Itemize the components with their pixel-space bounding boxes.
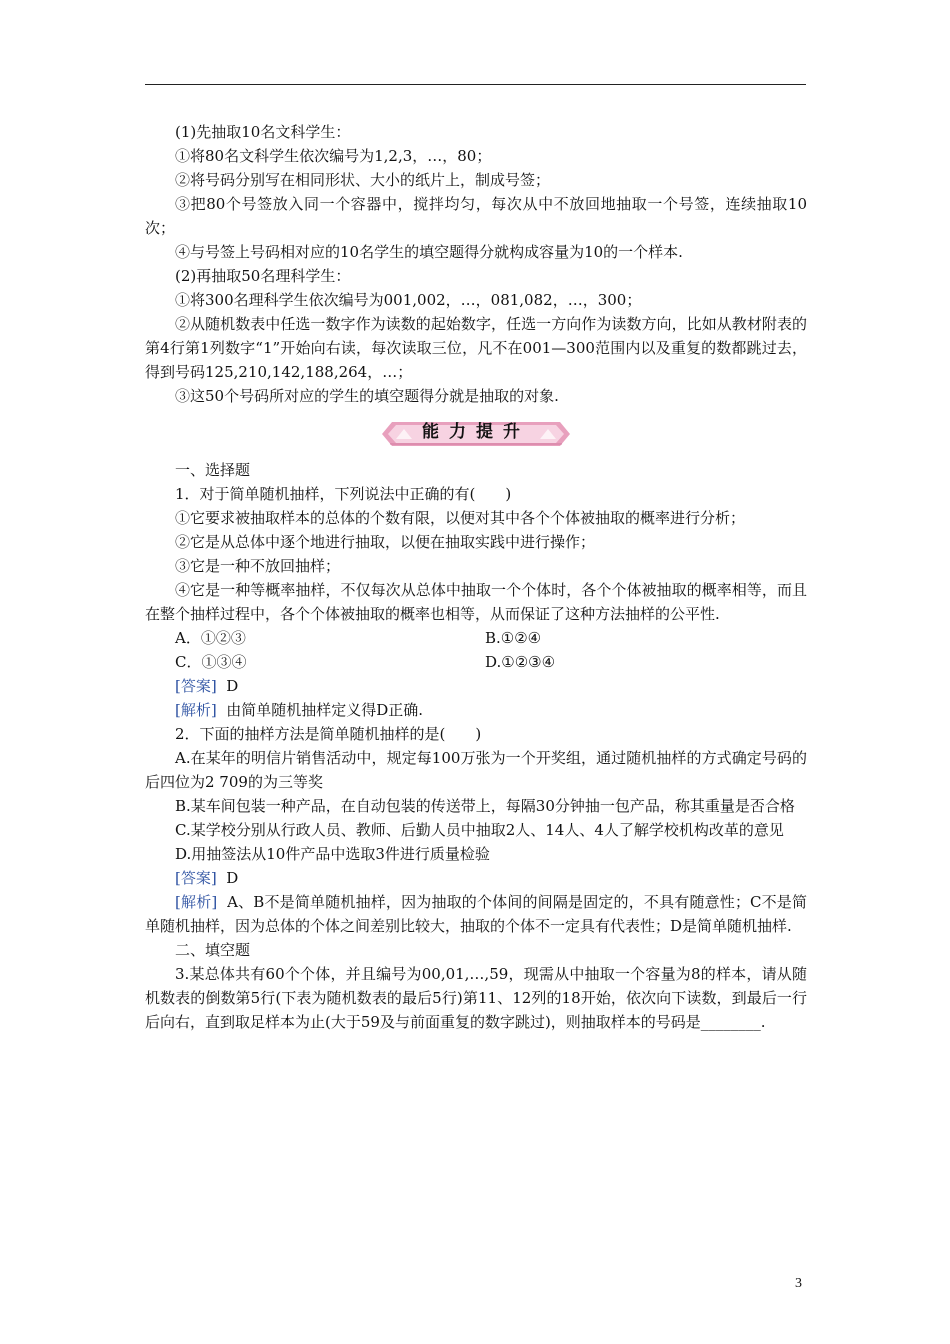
analysis-tag: [解析] <box>175 893 218 911</box>
option-b: B.①②④ <box>485 629 542 647</box>
paragraph: (1)先抽取10名文科学生： <box>175 123 351 141</box>
section-heading: 二、填空题 <box>175 941 251 959</box>
question-option: D.用抽签法从10件产品中选取3件进行质量检验 <box>175 845 490 863</box>
analysis-line <box>145 698 807 722</box>
paragraph: (2)再抽取50名理科学生： <box>175 267 351 285</box>
document-body <box>145 120 807 1034</box>
analysis-tag: [解析] <box>175 701 217 719</box>
answer-line <box>145 866 807 890</box>
question-option: A.在某年的明信片销售活动中，规定每100万张为一个开奖组，通过随机抽样的方式确定号码的后四位为2 709的为三等奖 <box>145 749 807 791</box>
answer-tag: [答案] <box>175 677 217 695</box>
paragraph: ②从随机数表中任选一数字作为读数的起始数字，任选一方向作为读数方向，比如从教材附表的第4行第1列数字“1”开始向右读，每次读取三位，凡不在001—300范围内以及重复的数都跳过去，得到号码125,210,142,188,264，…； <box>145 315 807 381</box>
question-stem: 2．下面的抽样方法是简单随机抽样的是( ) <box>175 725 482 743</box>
analysis-line <box>145 890 807 938</box>
paragraph: ①将80名文科学生依次编号为1,2,3，…，80； <box>175 147 492 165</box>
question-item: ③它是一种不放回抽样； <box>175 557 341 575</box>
page-number: 3 <box>795 1276 802 1291</box>
answer-value: D <box>226 869 239 887</box>
section-banner <box>145 414 807 454</box>
option-d: D.①②③④ <box>485 653 556 671</box>
question-item: ④它是一种等概率抽样，不仅每次从总体中抽取一个个体时，各个个体被抽取的概率相等，而且在整个抽样过程中，各个个体被抽取的概率也相等，从而保证了这种方法抽样的公平性. <box>145 581 807 623</box>
question-item: ①它要求被抽取样本的总体的个数有限，以便对其中各个个体被抽取的概率进行分析； <box>175 509 746 527</box>
paragraph: ④与号签上号码相对应的10名学生的填空题得分就构成容量为10的一个样本. <box>175 243 683 261</box>
analysis-text: A、B不是简单随机抽样，因为抽取的个体间的间隔是固定的，不具有随意性；C不是简单随机抽样，因为总体的个体之间差别比较大，抽取的个体不一定具有代表性；D是简单随机抽样. <box>145 893 807 935</box>
section-heading: 一、选择题 <box>175 461 251 479</box>
paragraph: ②将号码分别写在相同形状、大小的纸片上，制成号签； <box>175 171 551 189</box>
paragraph: ③这50个号码所对应的学生的填空题得分就是抽取的对象. <box>175 387 559 405</box>
paragraph: ①将300名理科学生依次编号为001,002，…，081,082，…，300； <box>175 291 642 309</box>
header-rule <box>145 84 806 85</box>
answer-value: D <box>226 677 239 695</box>
question-option: B.某车间包装一种产品，在自动包装的传送带上，每隔30分钟抽一包产品，称其重量是否合格 <box>175 797 795 815</box>
question-stem: 1．对于简单随机抽样，下列说法中正确的有( ) <box>175 485 512 503</box>
answer-line <box>145 674 807 698</box>
paragraph: ③把80个号签放入同一个容器中，搅拌均匀，每次从中不放回地抽取一个号签，连续抽取10次； <box>145 195 807 237</box>
question-option: C.某学校分别从行政人员、教师、后勤人员中抽取2人、14人、4人了解学校机构改革的意见 <box>175 821 784 839</box>
option-row <box>145 650 807 674</box>
option-c: C．①③④ <box>175 653 247 671</box>
banner-title: 能力提升 <box>422 422 530 442</box>
option-a: A．①②③ <box>175 629 246 647</box>
banner-label-box <box>382 420 570 448</box>
answer-tag: [答案] <box>175 869 217 887</box>
analysis-text: 由简单随机抽样定义得D正确. <box>226 701 424 719</box>
question-stem: 3.某总体共有60个个体，并且编号为00,01,…,59，现需从中抽取一个容量为8的样本，请从随机数表的倒数第5行(下表为随机数表的最后5行)第11、12列的18开始，依次向下读数，到最后一行后向右，直到取足样本为止(大于59及与前面重复的数字跳过)，则抽取样本的号码是________. <box>145 965 807 1031</box>
option-row <box>145 626 807 650</box>
question-item: ②它是从总体中逐个地进行抽取，以便在抽取实践中进行操作； <box>175 533 596 551</box>
